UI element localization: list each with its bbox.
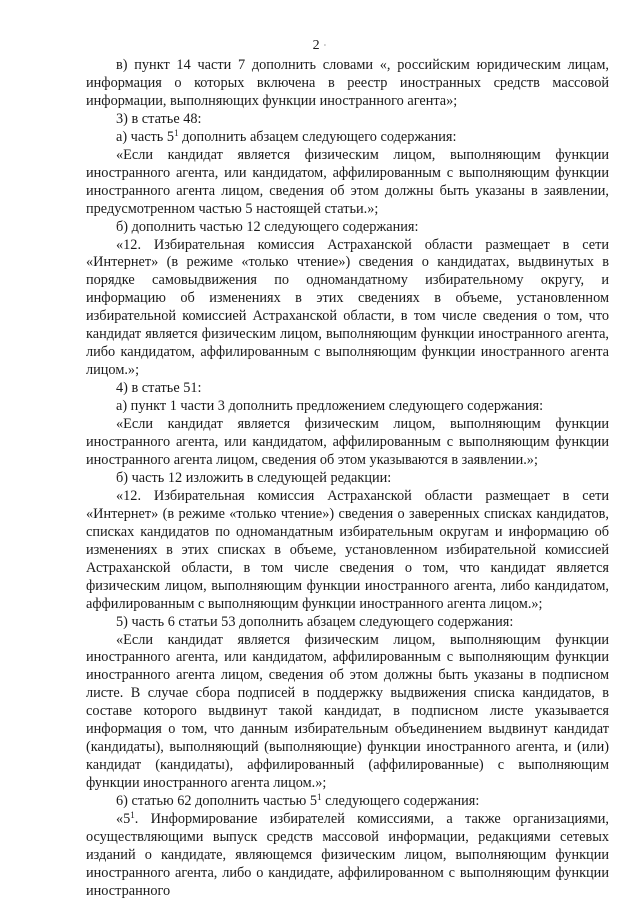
page-number-text: 2 [312, 38, 320, 53]
superscript: 1 [174, 127, 179, 138]
paragraph: «Если кандидат является физическим лицом, выполняющим функции иностранного агента, или кандидатом, аффилированным с выполняющим функции иностранного агента лицом, сведения об этом указываются в заявлении.»; [86, 416, 609, 468]
paragraph: «Если кандидат является физическим лицом, выполняющим функции иностранного агента, или кандидатом, аффилированным с выполняющим функции иностранного агента лицом, сведения об этом должны быть указаны в подписном листе. В случае сбора подписей в поддержку выдвижения списка кандидатов, в составе которого выдвинут такой кандидат, в подписном листе указывается информация о том, что данным избирательным объединением выдвинут кандидат (кандидаты), выполняющий (выполняющие) функции иностранного агента, и (или) кандидат (кандидаты), аффилированный (аффилированные) с выполняющим функции иностранного агента лицом.»; [86, 631, 609, 792]
superscript: 1 [130, 810, 135, 821]
paragraph: «Если кандидат является физическим лицом, выполняющим функции иностранного агента, или кандидатом, аффилированным с выполняющим функции иностранного агента лицом, сведения об этом должны быть указаны в заявлении, предусмотренном частью 5 настоящей статьи.»; [86, 146, 609, 217]
page-number [0, 38, 639, 54]
paragraph: 3) в статье 48: [116, 110, 202, 127]
document-body [86, 57, 609, 901]
paragraph: 6) статью 62 дополнить частью $5^1$ следующего содержания: [116, 792, 480, 810]
paragraph: а) часть $5^1$ дополнить абзацем следующего содержания: [116, 127, 457, 145]
paragraph: а) пункт 1 части 3 дополнить предложением следующего содержания: [116, 398, 544, 415]
paragraph: «12. Избирательная комиссия Астраханской области размещает в сети «Интернет» (в режиме «только чтение») сведения о кандидатах, выдвинутых в порядке самовыдвижения по одномандатному избирательному округу, и информацию об изменениях в этих сведениях в объеме, установленном избирательной комиссией Астраханской области, в том числе сведения о том, что кандидат является физическим лицом, выполняющим функции иностранного агента, либо кандидатом, аффилированным с выполняющим функции иностранного агента лицом.»; [86, 236, 609, 379]
paragraph: 4) в статье 51: [116, 380, 202, 397]
paragraph: б) часть 12 изложить в следующей редакции: [116, 469, 392, 486]
paragraph: 5) часть 6 статьи 53 дополнить абзацем следующего содержания: [116, 613, 514, 630]
paragraph: «$5^1$. Информирование избирателей комиссиями, а также организациями, осуществляющими выпуск средств массовой информации, редакциями сетевых изданий о кандидате, являющемся физическим лицом, выполняющим функции иностранного агента, либо о кандидате, аффилированном с выполняющим функции иностранного [86, 810, 609, 899]
paragraph: б) дополнить частью 12 следующего содержания: [116, 218, 419, 235]
page-number-mark: · [323, 41, 327, 50]
superscript: 1 [317, 792, 322, 803]
paragraph: в) пункт 14 части 7 дополнить словами «, российским юридическим лицам, информация о которых включена в реестр иностранных средств массовой информации, выполняющих функции иностранного агента»; [86, 57, 609, 109]
paragraph: «12. Избирательная комиссия Астраханской области размещает в сети «Интернет» (в режиме «только чтение») сведения о заверенных списках кандидатов, списках кандидатов по одномандатным избирательным округам и информацию об изменениях в этих списках в объеме, установленном избирательной комиссией Астраханской области, в том числе сведения о том, что кандидат является физическим лицом, выполняющим функции иностранного агента, либо кандидатом, аффилированным с выполняющим функции иностранного агента лицом.»; [86, 487, 609, 612]
